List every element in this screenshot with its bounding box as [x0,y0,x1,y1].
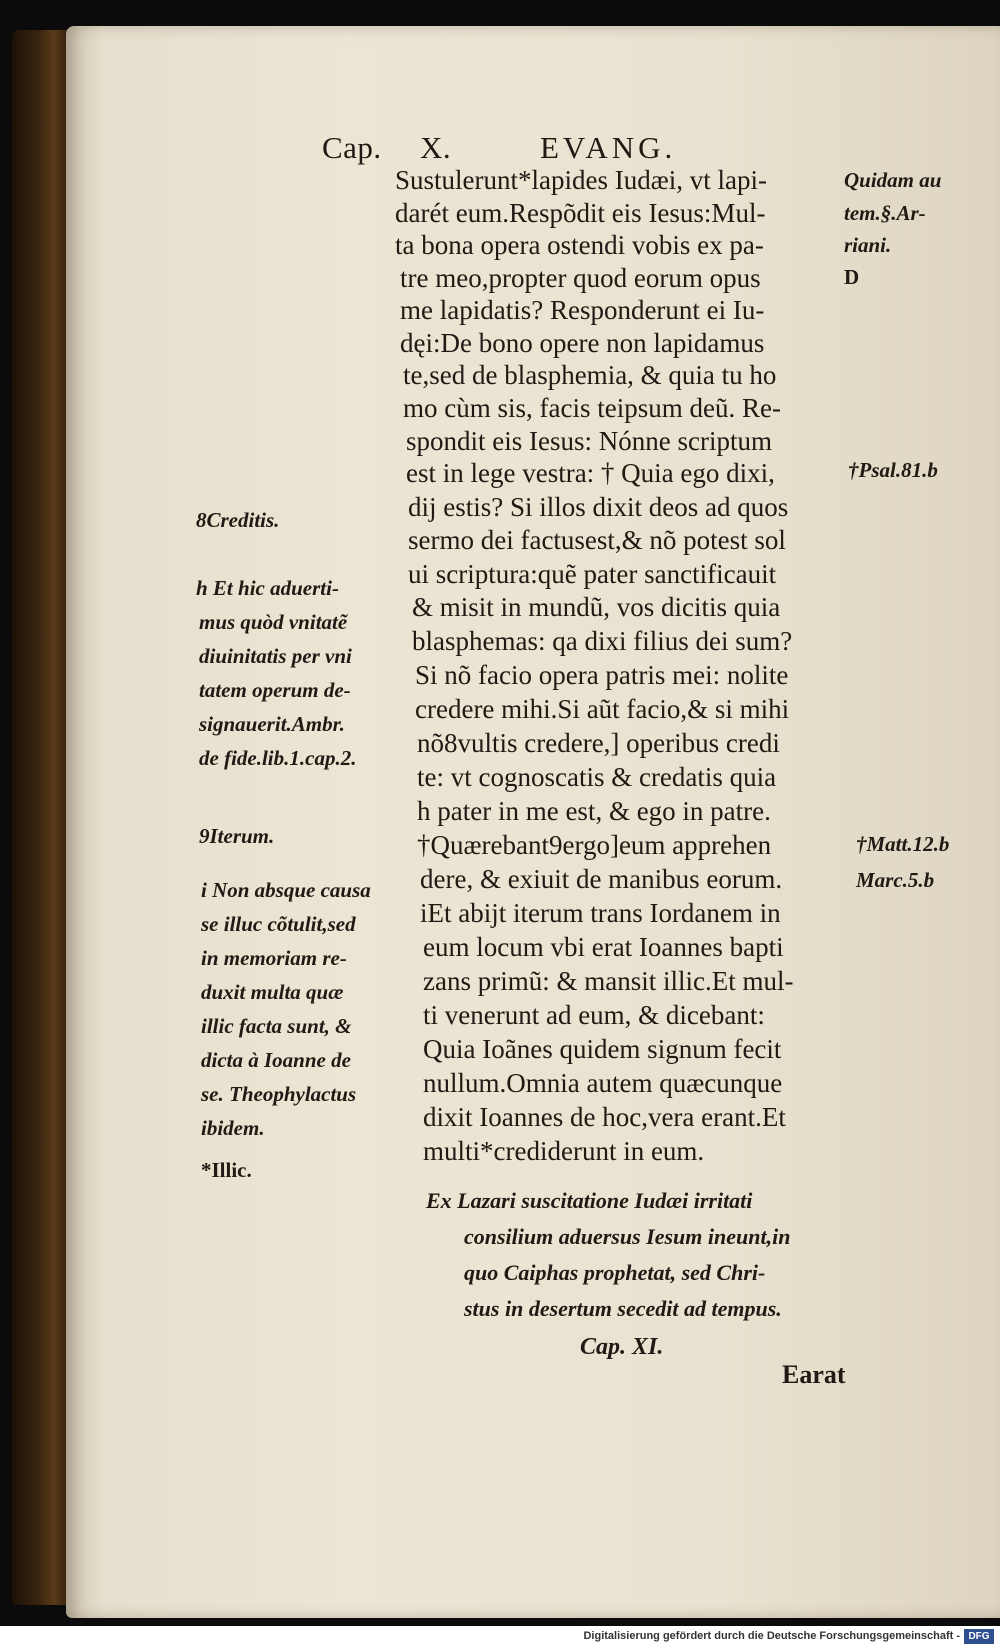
margin-note: Marc.5.b [856,868,935,892]
body-line: multi*crediderunt in eum. [423,1136,705,1166]
body-line: Quia Ioãnes quidem signum fecit [423,1034,782,1064]
body-line: †Quærebant9ergo]eum apprehen [417,830,772,860]
body-line: me lapidatis? Responderunt ei Iu- [400,295,765,325]
margin-note: †Psal.81.b [848,458,938,482]
margin-note: *Illic. [201,1158,252,1182]
margin-note: in memoriam re- [201,946,347,970]
margin-note: 8Creditis. [196,508,280,532]
body-line: & misit in mundũ, vos dicitis quia [412,592,781,622]
margin-note: duxit multa quæ [201,980,344,1004]
body-line: sermo dei factusest,& nõ potest sol [408,525,786,555]
margin-note: 9Iterum. [199,824,275,848]
body-line: eum locum vbi erat Ioannes bapti [423,932,784,962]
body-line: dęi:De bono opere non lapidamus [400,328,765,358]
body-line: nõ8vultis credere,] operibus credi [417,728,780,758]
body-line: nullum.Omnia autem quæcunque [423,1068,783,1098]
catchword: Earat [782,1360,846,1389]
margin-note: dicta à Ioanne de [201,1048,351,1072]
body-line: Sustulerunt*lapides Iudæi, vt lapi- [395,165,767,195]
body-line: spondit eis Iesus: Nónne scriptum [406,426,772,456]
summary-line: Ex Lazari suscitatione Iudæi irritati [426,1188,753,1213]
body-line: te: vt cognoscatis & credatis quia [417,762,777,792]
body-line: ta bona opera ostendi vobis ex pa- [395,230,764,260]
body-line: dere, & exiuit de manibus eorum. [420,864,783,894]
margin-note: †Matt.12.b [856,832,950,856]
body-line: dixit Ioannes de hoc,vera erant.Et [423,1102,786,1132]
body-line: ti venerunt ad eum, & dicebant: [423,1000,765,1030]
body-line: Si nõ facio opera patris mei: nolite [415,660,789,690]
chapter-heading: Cap. XI. [580,1334,664,1360]
book-spine [12,30,72,1605]
body-line: tre meo,propter quod eorum opus [400,263,761,293]
summary-line: stus in desertum secedit ad tempus. [464,1296,782,1321]
body-line: mo cùm sis, facis teipsum deũ. Re- [403,393,781,423]
margin-note: signauerit.Ambr. [199,712,345,736]
body-line: dij estis? Si illos dixit deos ad quos [408,492,789,522]
margin-note: ibidem. [201,1116,265,1140]
footer-credit: Digitalisierung gefördert durch die Deutsche Forschungsgemeinschaft - [583,1630,960,1642]
summary-line: consilium aduersus Iesum ineunt,in [464,1224,791,1249]
margin-note: mus quòd vnitatẽ [199,610,348,634]
margin-note: Quidam au [844,168,942,192]
header-cap-label: Cap. [322,130,382,165]
margin-note: tatem operum de- [199,678,351,702]
summary-line: quo Caiphas prophetat, sed Chri- [464,1260,766,1285]
footer-bar [0,1626,1000,1649]
body-line: est in lege vestra: † Quia ego dixi, [406,458,775,488]
margin-note: illic facta sunt, & [201,1014,352,1038]
body-line: zans primũ: & mansit illic.Et mul- [423,966,794,996]
body-line: darét eum.Respõdit eis Iesus:Mul- [395,198,766,228]
margin-note: tem.§.Ar- [844,201,926,225]
margin-note: i Non absque causa [201,878,371,902]
margin-note: h Et hic aduerti- [196,576,339,600]
body-line: blasphemas: qa dixi filius dei sum? [412,626,793,656]
body-line: te,sed de blasphemia, & quia tu ho [403,360,777,390]
margin-note: de fide.lib.1.cap.2. [199,746,357,770]
margin-note: se. Theophylactus [201,1082,357,1106]
margin-note: diuinitatis per vni [199,644,352,668]
body-line: iEt abijt iterum trans Iordanem in [420,898,781,928]
running-head: EVANG. [540,130,677,165]
header-cap-number: X. [420,130,452,165]
body-line: credere mihi.Si aũt facio,& si mihi [415,694,790,724]
margin-note: se illuc cõtulit,sed [201,912,356,936]
body-line: ui scriptura:quẽ pater sanctificauit [408,559,777,589]
body-line: h pater in me est, & ego in patre. [417,796,771,826]
margin-note: riani. [844,233,892,257]
margin-note: D [844,265,860,289]
dfg-logo: DFG [964,1629,994,1644]
